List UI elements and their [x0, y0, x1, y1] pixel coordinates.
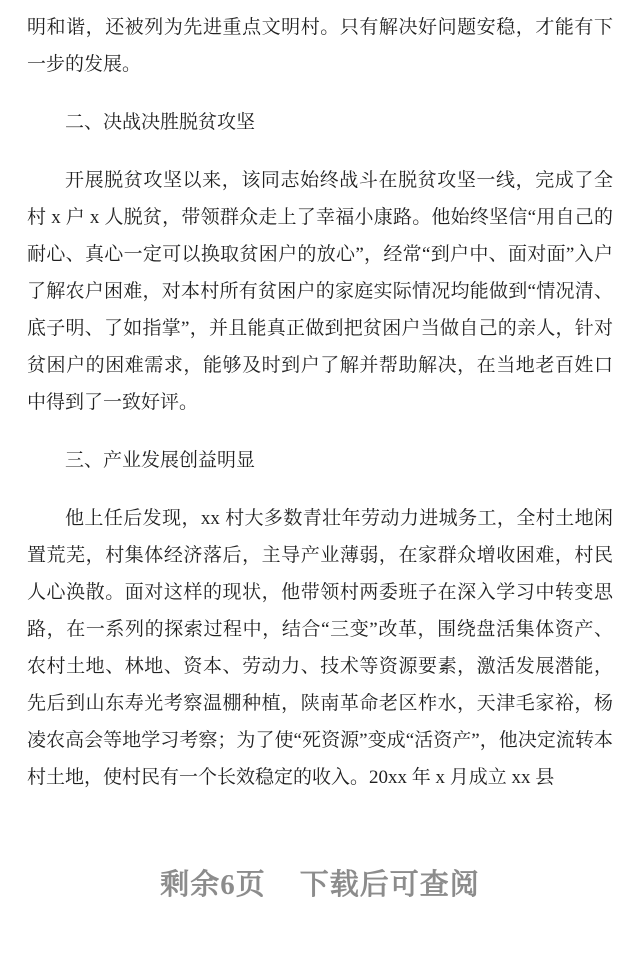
paragraph-poverty-alleviation: 开展脱贫攻坚以来，该同志始终战斗在脱贫攻坚一线，完成了全村 x 户 x 人脱贫，带领群众走上了幸福小康路。他始终坚信“用自己的耐心、真心一定可以换取贫困户的放心”，经常“到户中、面对面”入户了解农户困难，对本村所有贫困户的家庭实际情况均能做到“情况清、底子明、了如指掌”，并且能真正做到把贫困户当做自己的亲人，针对贫困户的困难需求，能够及时到户了解并帮助解决，在当地老百姓口中得到了一致好评。: [27, 170, 613, 413]
clipped-previous-line-text: [27, 0, 613, 6]
paragraph-industry-development: 他上任后发现，xx 村大多数青壮年劳动力进城务工，全村土地闲置荒芜，村集体经济落后，主导产业薄弱，在家群众增收困难，村民人心涣散。面对这样的现状，他带领村两委班子在深入学习中转变思路，在一系列的探索过程中，结合“三变”改革，围绕盘活集体资产、农村土地、林地、资本、劳动力、技术等资源要素，激活发展潜能，先后到山东寿光考察温棚种植，陕南革命老区柞水，天津毛家裕，杨凌农高会等地学习考察；为了使“死资源”变成“活资产”，他决定流转本村土地，使村民有一个长效稳定的收入。20xx 年 x 月成立 xx 县: [27, 508, 613, 788]
section-heading-3: 三、产业发展创益明显: [65, 450, 256, 471]
paragraph-continuation: 明和谐，还被列为先进重点文明村。只有解决好问题安稳，才能有下一步的发展。: [27, 17, 613, 75]
section-heading-2: 二、决战决胜脱贫攻坚: [65, 112, 256, 133]
download-hint-bar[interactable]: [27, 868, 613, 902]
download-hint-label: 下载后可查阅: [299, 869, 480, 901]
pages-remaining-label: 剩余6页: [160, 869, 266, 901]
clipped-previous-line: [27, 0, 613, 6]
